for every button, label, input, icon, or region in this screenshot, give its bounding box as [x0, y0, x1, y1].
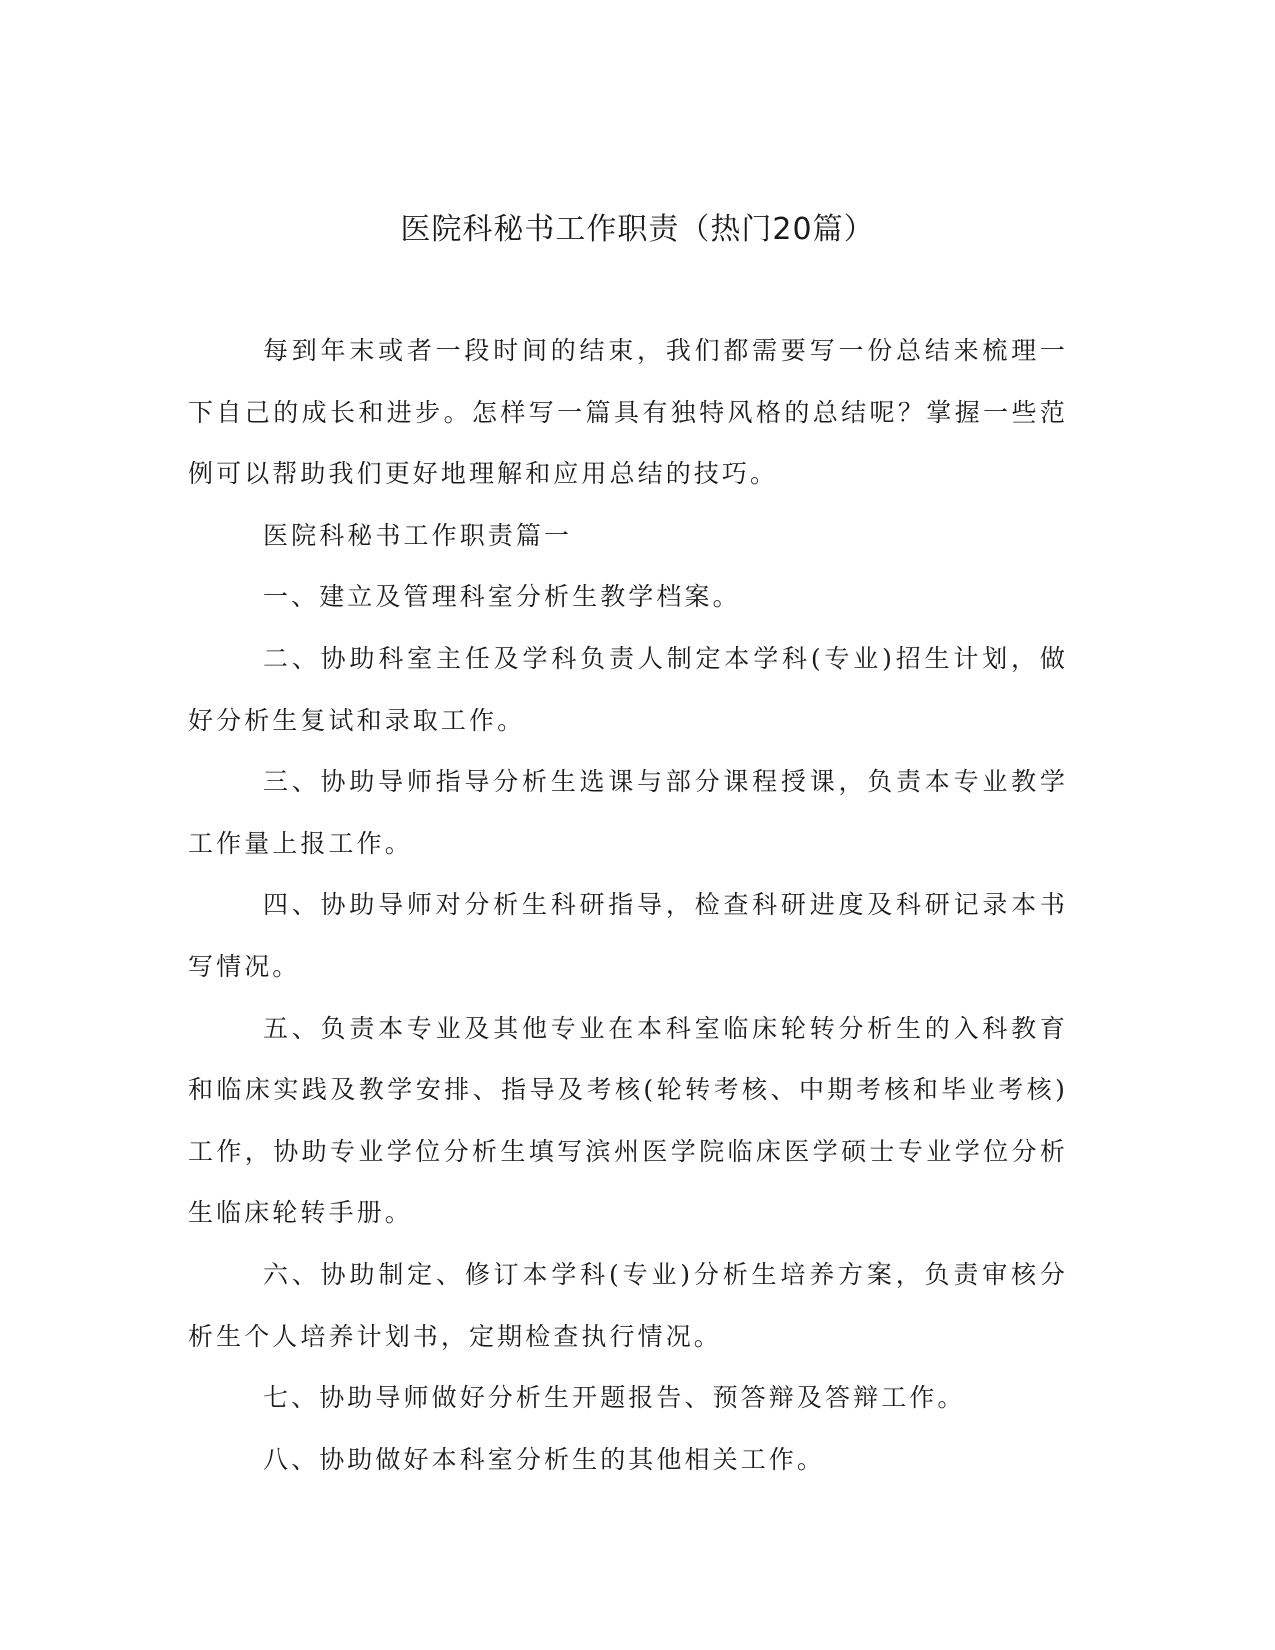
duty-item-2: 二、协助科室主任及学科负责人制定本学科(专业)招生计划，做好分析生复试和录取工作。 [188, 643, 1068, 735]
document-body [188, 320, 1068, 1490]
duty-item-6: 六、协助制定、修订本学科(专业)分析生培养方案，负责审核分析生个人培养计划书，定期检查执行情况。 [188, 1259, 1068, 1351]
duty-item-1: 一、建立及管理科室分析生教学档案。 [263, 582, 741, 612]
duty-item-5: 五、负责本专业及其他专业在本科室临床轮转分析生的入科教育和临床实践及教学安排、指导及考核(轮转考核、中期考核和毕业考核)工作，协助专业学位分析生填写滨州医学院临床医学硕士专业学位分析生临床轮转手册。 [188, 1013, 1068, 1228]
duty-item-8: 八、协助做好本科室分析生的其他相关工作。 [263, 1444, 826, 1474]
duty-item-4: 四、协助导师对分析生科研指导，检查科研进度及科研记录本书写情况。 [188, 890, 1068, 981]
duty-item-7: 七、协助导师做好分析生开题报告、预答辩及答辩工作。 [263, 1383, 966, 1413]
document-title: 医院科秘书工作职责（热门20篇） [400, 212, 875, 247]
duty-item-3: 三、协助导师指导分析生选课与部分课程授课，负责本专业教学工作量上报工作。 [188, 767, 1068, 858]
section-heading: 医院科秘书工作职责篇一 [263, 520, 573, 550]
intro-paragraph: 每到年末或者一段时间的结束，我们都需要写一份总结来梳理一下自己的成长和进步。怎样写一篇具有独特风格的总结呢？掌握一些范例可以帮助我们更好地理解和应用总结的技巧。 [188, 336, 1068, 489]
